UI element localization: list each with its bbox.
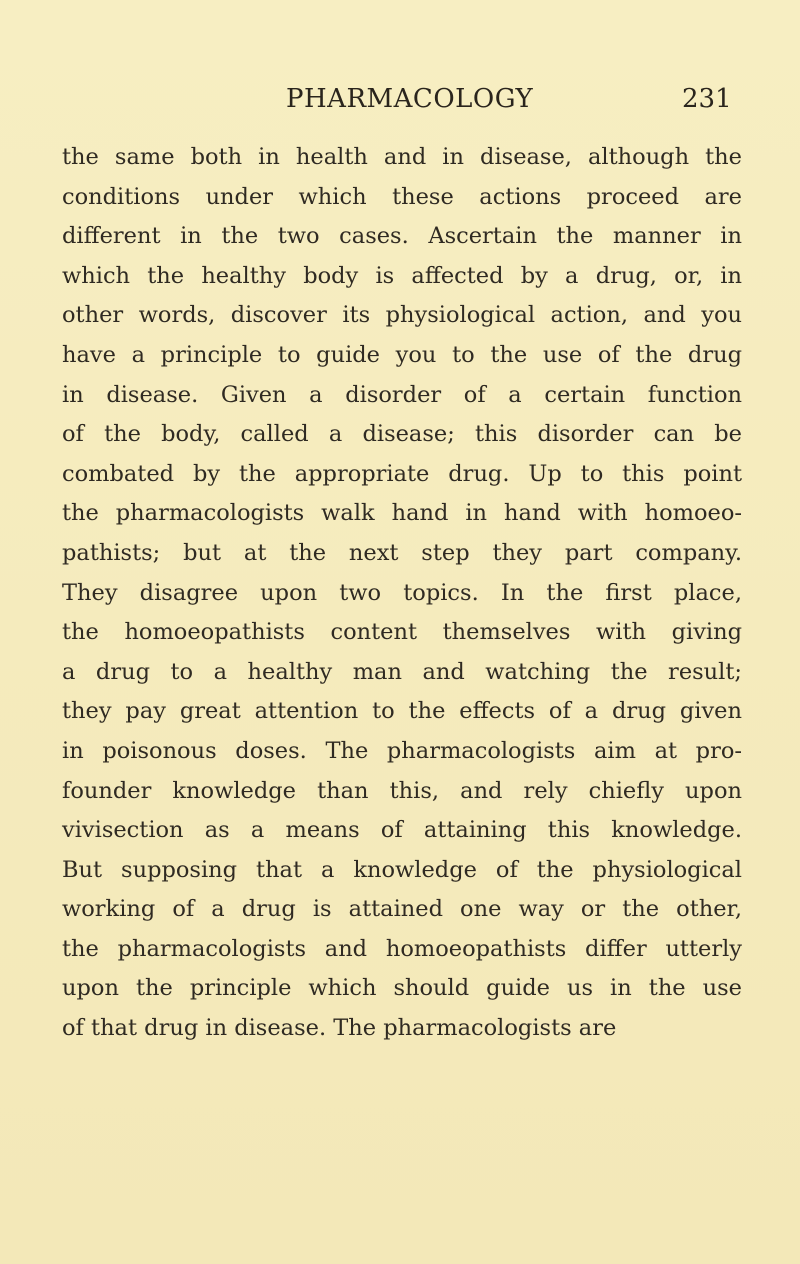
text-line: have a principle to guide you to the use of the drug bbox=[62, 341, 742, 368]
text-line: They disagree upon two topics. In the first place, bbox=[62, 579, 742, 606]
text-line: the pharmacologists and homoeopathists differ utterly bbox=[62, 935, 742, 962]
page-number: 231 bbox=[682, 84, 732, 114]
text-line: founder knowledge than this, and rely chiefly upon bbox=[62, 777, 742, 804]
body-text bbox=[62, 138, 742, 1049]
text-line: the homoeopathists content themselves with giving bbox=[62, 619, 742, 646]
text-line: in disease. Given a disorder of a certain function bbox=[62, 381, 742, 408]
text-line: different in the two cases. Ascertain the manner in bbox=[62, 223, 742, 250]
text-line: which the healthy body is affected by a drug, or, in bbox=[62, 262, 742, 289]
text-line: other words, discover its physiological action, and you bbox=[62, 302, 742, 329]
text-line: a drug to a healthy man and watching the result; bbox=[62, 658, 742, 685]
text-line: the same both in health and in disease, although the bbox=[62, 144, 742, 170]
text-line: pathists; but at the next step they part company. bbox=[62, 539, 742, 566]
text-line: upon the principle which should guide us in the use bbox=[62, 975, 742, 1002]
text-line: of the body, called a disease; this disorder can be bbox=[62, 421, 742, 448]
text-line: conditions under which these actions proceed are bbox=[62, 183, 742, 210]
page-header bbox=[0, 84, 800, 124]
text-line: But supposing that a knowledge of the physiological bbox=[62, 856, 742, 883]
text-line: working of a drug is attained one way or the other, bbox=[62, 896, 742, 923]
text-line: vivisection as a means of attaining this knowledge. bbox=[62, 817, 742, 844]
text-line: combated by the appropriate drug. Up to this point bbox=[62, 460, 742, 487]
text-line: they pay great attention to the effects of a drug given bbox=[62, 698, 742, 725]
running-title: PHARMACOLOGY bbox=[286, 84, 534, 114]
text-line: in poisonous doses. The pharmacologists aim at pro- bbox=[62, 737, 742, 764]
text-line: of that drug in disease. The pharmacologists are bbox=[62, 1015, 617, 1042]
text-line: the pharmacologists walk hand in hand with homoeo- bbox=[62, 500, 742, 527]
